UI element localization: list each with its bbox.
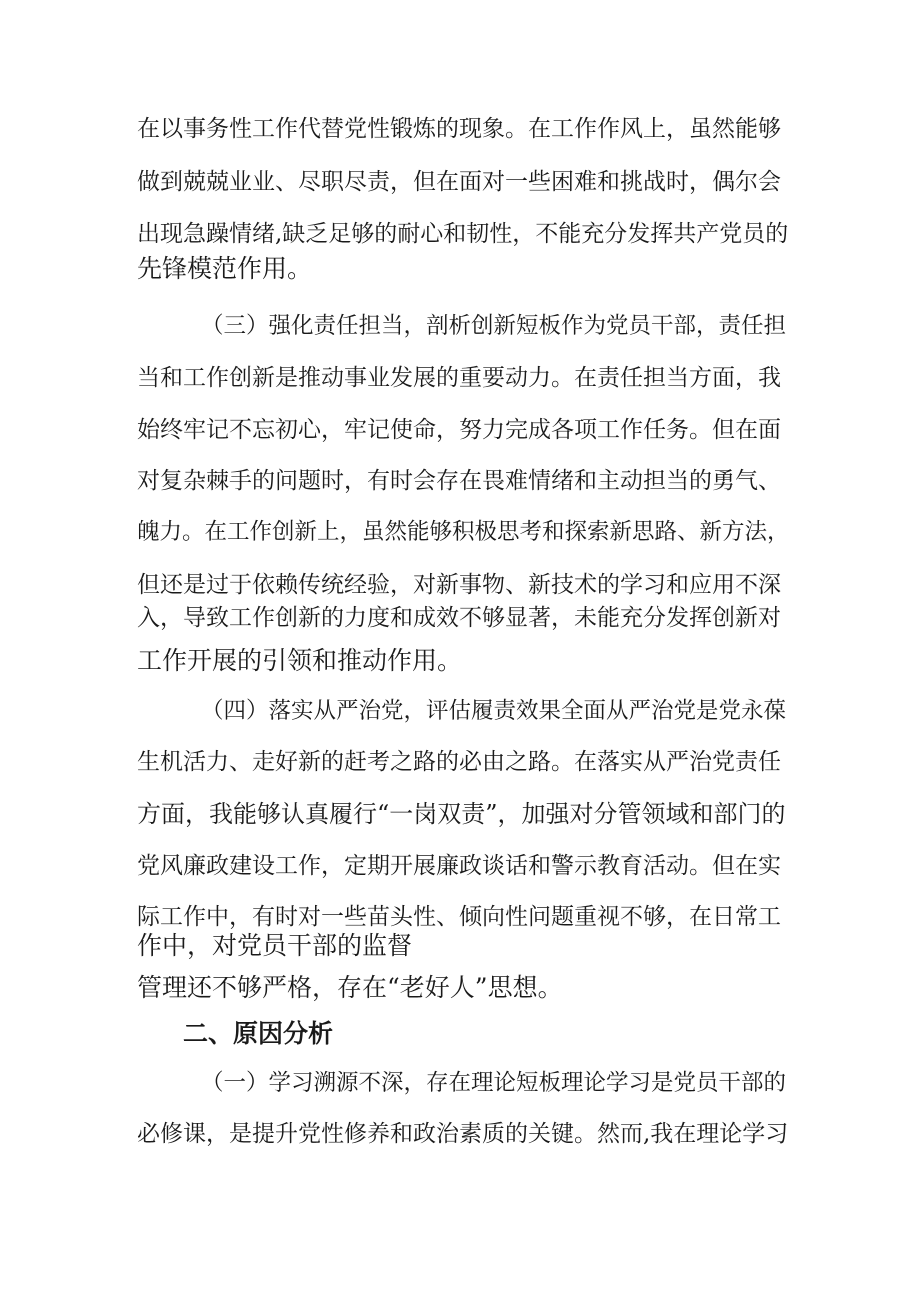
paragraph-line <box>0 248 920 290</box>
paragraph-line <box>0 460 920 502</box>
paragraph-line <box>0 305 920 347</box>
paragraph-line <box>0 925 920 967</box>
paragraph-line <box>0 690 920 732</box>
paragraph-line <box>0 845 920 887</box>
line-text: 当和工作创新是推动事业发展的重要动力。在责任担当方面，我 <box>137 365 781 391</box>
paragraph-line <box>0 967 920 1009</box>
section-heading-text: 二、原因分析 <box>183 1019 334 1048</box>
line-text: 作中，对党员干部的监督 <box>137 931 413 960</box>
line-text: 方面，我能够认真履行“一岗双责”，加强对分管领域和部门的 <box>137 800 786 828</box>
line-text: 出现急躁情绪,缺乏足够的耐心和韧性，不能充分发挥共产党员的 <box>137 221 789 247</box>
line-text: 入，导致工作创新的力度和成效不够显著，未能充分发挥创新对 <box>137 605 781 631</box>
line-text: 做到兢兢业业、尽职尽责，但在面对一些困难和挑战时，偶尔会 <box>137 169 781 195</box>
line-text: 始终牢记不忘初心，牢记使命，努力完成各项工作任务。但在面 <box>137 417 781 443</box>
paragraph-line <box>0 108 920 150</box>
line-text: 先锋模范作用。 <box>137 254 313 283</box>
paragraph-line <box>0 511 920 553</box>
line-text: 党风廉政建设工作，定期开展廉政谈话和警示教育活动。但在实 <box>137 853 781 879</box>
line-text: 管理还不够严格，存在“老好人”思想。 <box>137 973 563 1002</box>
section-heading <box>0 1013 920 1055</box>
paragraph-line <box>0 409 920 451</box>
paragraph-line <box>0 357 920 399</box>
line-text: 生机活力、走好新的赶考之路的必由之路。在落实从严治党责任 <box>137 749 781 775</box>
paragraph-line <box>0 597 920 639</box>
line-text: 工作开展的引领和推动作用。 <box>137 646 463 675</box>
line-text: 在以事务性工作代替党性锻炼的现象。在工作作风上，虽然能够 <box>137 116 781 142</box>
paragraph-line <box>0 1113 920 1155</box>
line-text: 对复杂棘手的问题时，有时会存在畏难情绪和主动担当的勇气、 <box>137 468 781 494</box>
line-text: 但还是过于依赖传统经验，对新事物、新技术的学习和应用不深 <box>137 572 781 598</box>
line-text: （三）强化责任担当，剖析创新短板作为党员干部，责任担 <box>201 313 787 339</box>
paragraph-line <box>0 793 920 835</box>
paragraph-line <box>0 741 920 783</box>
line-text: 魄力。在工作创新上，虽然能够积极思考和探索新思路、新方法， <box>137 519 790 545</box>
line-text: （一）学习溯源不深，存在理论短板理论学习是党员干部的 <box>201 1070 787 1096</box>
line-text: 必修课，是提升党性修养和政治素质的关键。然而,我在理论学习 <box>137 1121 789 1147</box>
line-text: （四）落实从严治党，评估履责效果全面从严治党是党永葆 <box>201 698 787 724</box>
paragraph-line <box>0 640 920 682</box>
paragraph-line <box>0 1062 920 1104</box>
paragraph-line <box>0 161 920 203</box>
line-text: 际工作中，有时对一些苗头性、倾向性问题重视不够，在日常工 <box>137 904 781 930</box>
